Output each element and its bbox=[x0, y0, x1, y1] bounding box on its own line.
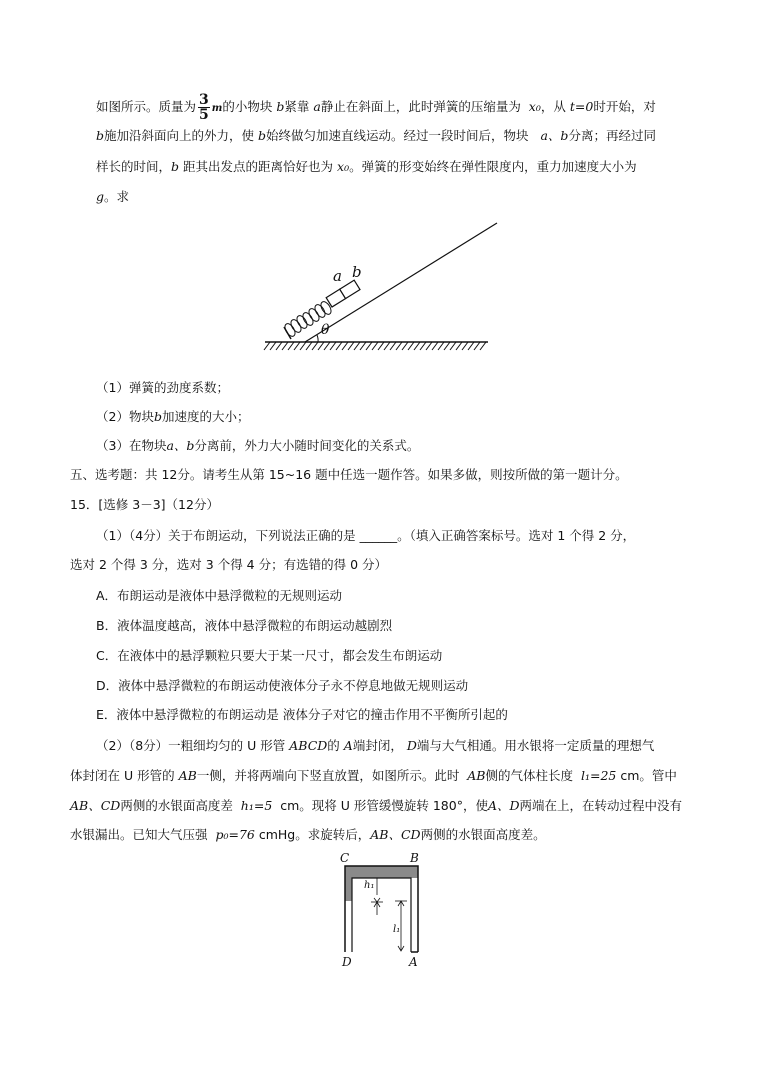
p15-part2-line2: 体封闭在 U 形管的 AB一侧，并将两端向下竖直放置，如图所示。此时 AB侧的气体柱长度 l₁=25 cm。管中 bbox=[70, 768, 677, 783]
label-b: b bbox=[352, 263, 362, 281]
p14-q1: （1）弹簧的劲度系数； bbox=[96, 380, 229, 395]
label-B: B bbox=[410, 851, 419, 865]
p15-part2-line3: AB、CD两侧的水银面高度差 h₁=5 cm。现将 U 形管缓慢旋转 180°，使A、D两端在上，在转动过程中没有 bbox=[70, 798, 683, 813]
label-A: A bbox=[409, 955, 418, 969]
p15-part2-line1: （2）（8分）一粗细均匀的 U 形管 ABCD的 A端封闭， D端与大气相通。用水银将一定质量的理想气 bbox=[96, 738, 655, 753]
option-b: B．液体温度越高，液体中悬浮微粒的布朗运动越剧烈 bbox=[96, 618, 393, 633]
p15-part1-line2: 选对 2 个得 3 分，选对 3 个得 4 分；有选错的得 0 分） bbox=[70, 557, 387, 572]
section5-heading: 五、选考题：共 12分。请考生从第 15~16 题中任选一题作答。如果多做，则按所做的第一题计分。 bbox=[70, 467, 628, 482]
p15-title: 15．[选修 3－3]（12分） bbox=[70, 497, 219, 512]
u-tube-inner bbox=[352, 878, 411, 952]
incline-figure bbox=[260, 215, 500, 355]
ground-hatch bbox=[264, 342, 486, 350]
mercury-top bbox=[345, 866, 418, 878]
option-d: D．液体中悬浮微粒的布朗运动使液体分子永不停息地做无规则运动 bbox=[96, 678, 469, 693]
p14-line4: g。求 bbox=[96, 189, 130, 204]
mercury-right bbox=[411, 866, 418, 878]
u-tube-figure bbox=[325, 848, 435, 973]
p14-line2: b施加沿斜面向上的外力，使 b始终做匀加速直线运动。经过一段时间后，物块 a、b分离；再经过同 bbox=[96, 128, 656, 143]
p15-part1-line1: （1）（4分）关于布朗运动，下列说法正确的是 ______。（填入正确答案标号。选对 1 个得 2 分， bbox=[96, 528, 636, 543]
option-e: E．液体中悬浮微粒的布朗运动是 液体分子对它的撞击作用不平衡所引起的 bbox=[96, 707, 508, 722]
option-c: C．在液体中的悬浮颗粒只要大于某一尺寸，都会发生布朗运动 bbox=[96, 648, 443, 663]
label-l1: l₁ bbox=[393, 924, 401, 935]
p14-line1: 如图所示。质量为 $\frac{3}{5}$ m的小物块 b紧靠 a静止在斜面上，此时弹簧的压缩量为 x₀，从 t=0时开始，对 bbox=[96, 92, 656, 123]
p14-line3: 样长的时间，b 距其出发点的距离恰好也为 x₀。弹簧的形变始终在弹性限度内，重力加速度大小为 bbox=[96, 159, 637, 174]
label-a: a bbox=[333, 267, 342, 285]
mercury-left bbox=[345, 866, 352, 901]
label-h1: h₁ bbox=[364, 880, 375, 891]
p14-q3: （3）在物块a、b分离前，外力大小随时间变化的关系式。 bbox=[96, 438, 420, 453]
u-tube-outer bbox=[345, 866, 418, 952]
angle-arc bbox=[317, 335, 318, 342]
p15-part2-line4: 水银漏出。已知大气压强 p₀=76 cmHg。求旋转后，AB、CD两侧的水银面高度差。 bbox=[70, 827, 546, 842]
option-a: A．布朗运动是液体中悬浮微粒的无规则运动 bbox=[96, 588, 343, 603]
label-theta: θ bbox=[321, 322, 330, 338]
label-D: D bbox=[342, 955, 352, 969]
p14-q2: （2）物块b加速度的大小； bbox=[96, 409, 250, 424]
fraction-3-5: $\frac{3}{5}$ bbox=[199, 92, 209, 123]
label-C: C bbox=[340, 851, 350, 865]
